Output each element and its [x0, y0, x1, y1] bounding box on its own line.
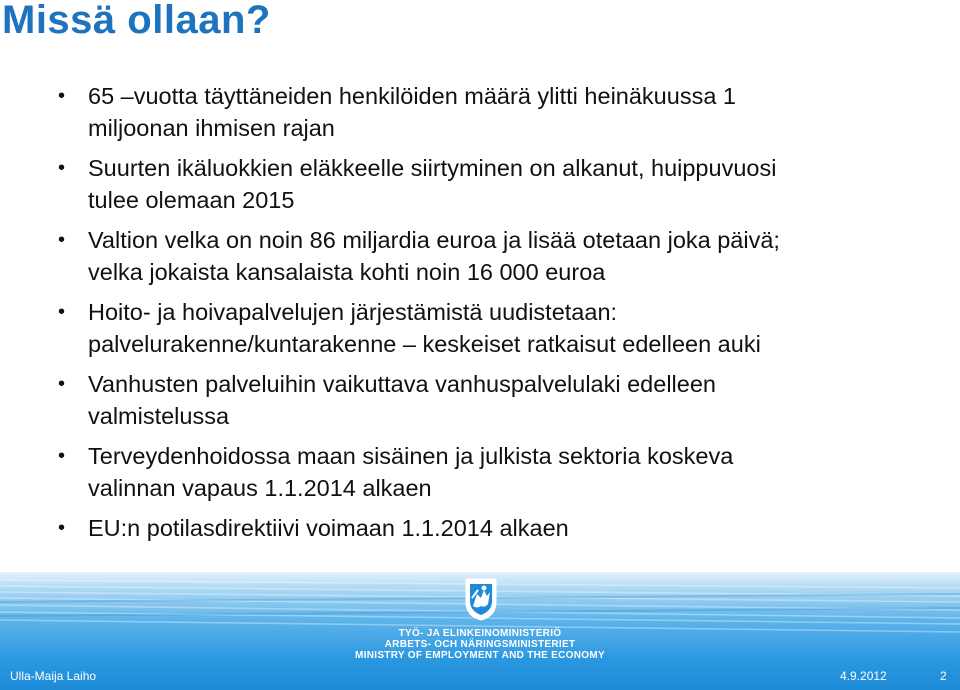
bullet-marker: • — [58, 301, 66, 323]
bullet-marker: • — [58, 373, 66, 395]
finnish-lion-crest-icon — [463, 576, 499, 622]
bullet-marker: • — [58, 85, 66, 107]
bullet-line: velka jokaista kansalaista kohti noin 16 000 euroa — [88, 259, 606, 285]
bullet-marker: • — [58, 157, 66, 179]
bullet-marker: • — [58, 229, 66, 251]
bullet-line: tulee olemaan 2015 — [88, 187, 295, 213]
bullet-item — [52, 440, 932, 504]
ministry-name-fi: TYÖ- JA ELINKEINOMINISTERIÖ — [398, 628, 562, 639]
bullet-line: valmistelussa — [88, 403, 230, 429]
bullet-line: miljoonan ihmisen rajan — [88, 115, 335, 141]
bullet-item — [52, 368, 932, 432]
bullet-marker: • — [58, 445, 66, 467]
bullet-line: EU:n potilasdirektiivi voimaan 1.1.2014 alkaen — [88, 515, 569, 541]
page-number: 2 — [940, 669, 947, 683]
bullet-marker: • — [58, 517, 66, 539]
bullet-item — [52, 224, 932, 288]
bullet-line: valinnan vapaus 1.1.2014 alkaen — [88, 475, 432, 501]
bullet-line: Suurten ikäluokkien eläkkeelle siirtyminen on alkanut, huippuvuosi — [88, 155, 777, 181]
bullet-line: Vanhusten palveluihin vaikuttava vanhuspalvelulaki edelleen — [88, 371, 716, 397]
bullet-line: Terveydenhoidossa maan sisäinen ja julkista sektoria koskeva — [88, 443, 734, 469]
slide-date: 4.9.2012 — [840, 669, 887, 683]
bullet-line: 65 –vuotta täyttäneiden henkilöiden määrä ylitti heinäkuussa 1 — [88, 83, 736, 109]
bullet-item — [52, 296, 932, 360]
bullet-line: Hoito- ja hoivapalvelujen järjestämistä uudistetaan: — [88, 299, 618, 325]
bullet-list — [52, 80, 932, 552]
author-name: Ulla-Maija Laiho — [10, 669, 97, 683]
bullet-item — [52, 512, 932, 544]
ministry-name-sv: ARBETS- OCH NÄRINGSMINISTERIET — [384, 639, 576, 650]
slide-title: Missä ollaan? — [2, 0, 271, 42]
bullet-line: palvelurakenne/kuntarakenne – keskeiset ratkaisut edelleen auki — [88, 331, 761, 357]
bullet-item — [52, 152, 932, 216]
bullet-line: Valtion velka on noin 86 miljardia euroa ja lisää otetaan joka päivä; — [88, 227, 780, 253]
bullet-item — [52, 80, 932, 144]
ministry-name — [330, 628, 630, 661]
ministry-name-en: MINISTRY OF EMPLOYMENT AND THE ECONOMY — [355, 650, 605, 661]
